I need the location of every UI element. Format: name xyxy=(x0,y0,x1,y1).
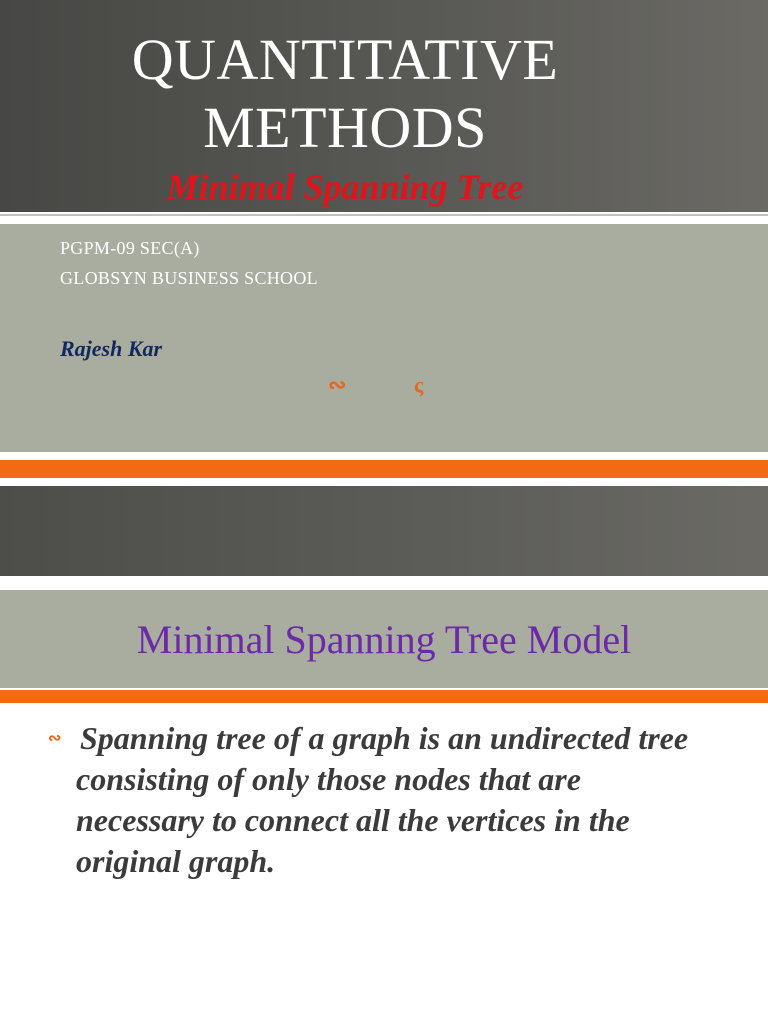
slide-2-title: Minimal Spanning Tree Model xyxy=(136,617,632,662)
bullet-icon: ∾ xyxy=(48,730,62,747)
slide-subtitle: Minimal Spanning Tree xyxy=(166,167,524,207)
title-line-2: METHODS xyxy=(203,95,487,160)
title-line-1: QUANTITATIVE xyxy=(131,27,559,92)
ornament-left-icon: ∾ xyxy=(328,372,347,397)
ornament-right-icon: ς xyxy=(414,372,424,397)
accent-bar xyxy=(0,460,768,478)
school-text: GLOBSYN BUSINESS SCHOOL xyxy=(60,268,318,288)
accent-bar xyxy=(0,690,768,703)
program-text: PGPM-09 SEC(A) xyxy=(60,238,200,258)
divider-line xyxy=(0,214,768,216)
author-name: Rajesh Kar xyxy=(60,336,163,361)
slide-title xyxy=(0,26,690,162)
footer-band xyxy=(0,486,768,576)
bullet-text: Spanning tree of a graph is an undirected tree consisting of only those nodes that are necessary to connect all the vertices in the original graph. xyxy=(76,720,689,879)
